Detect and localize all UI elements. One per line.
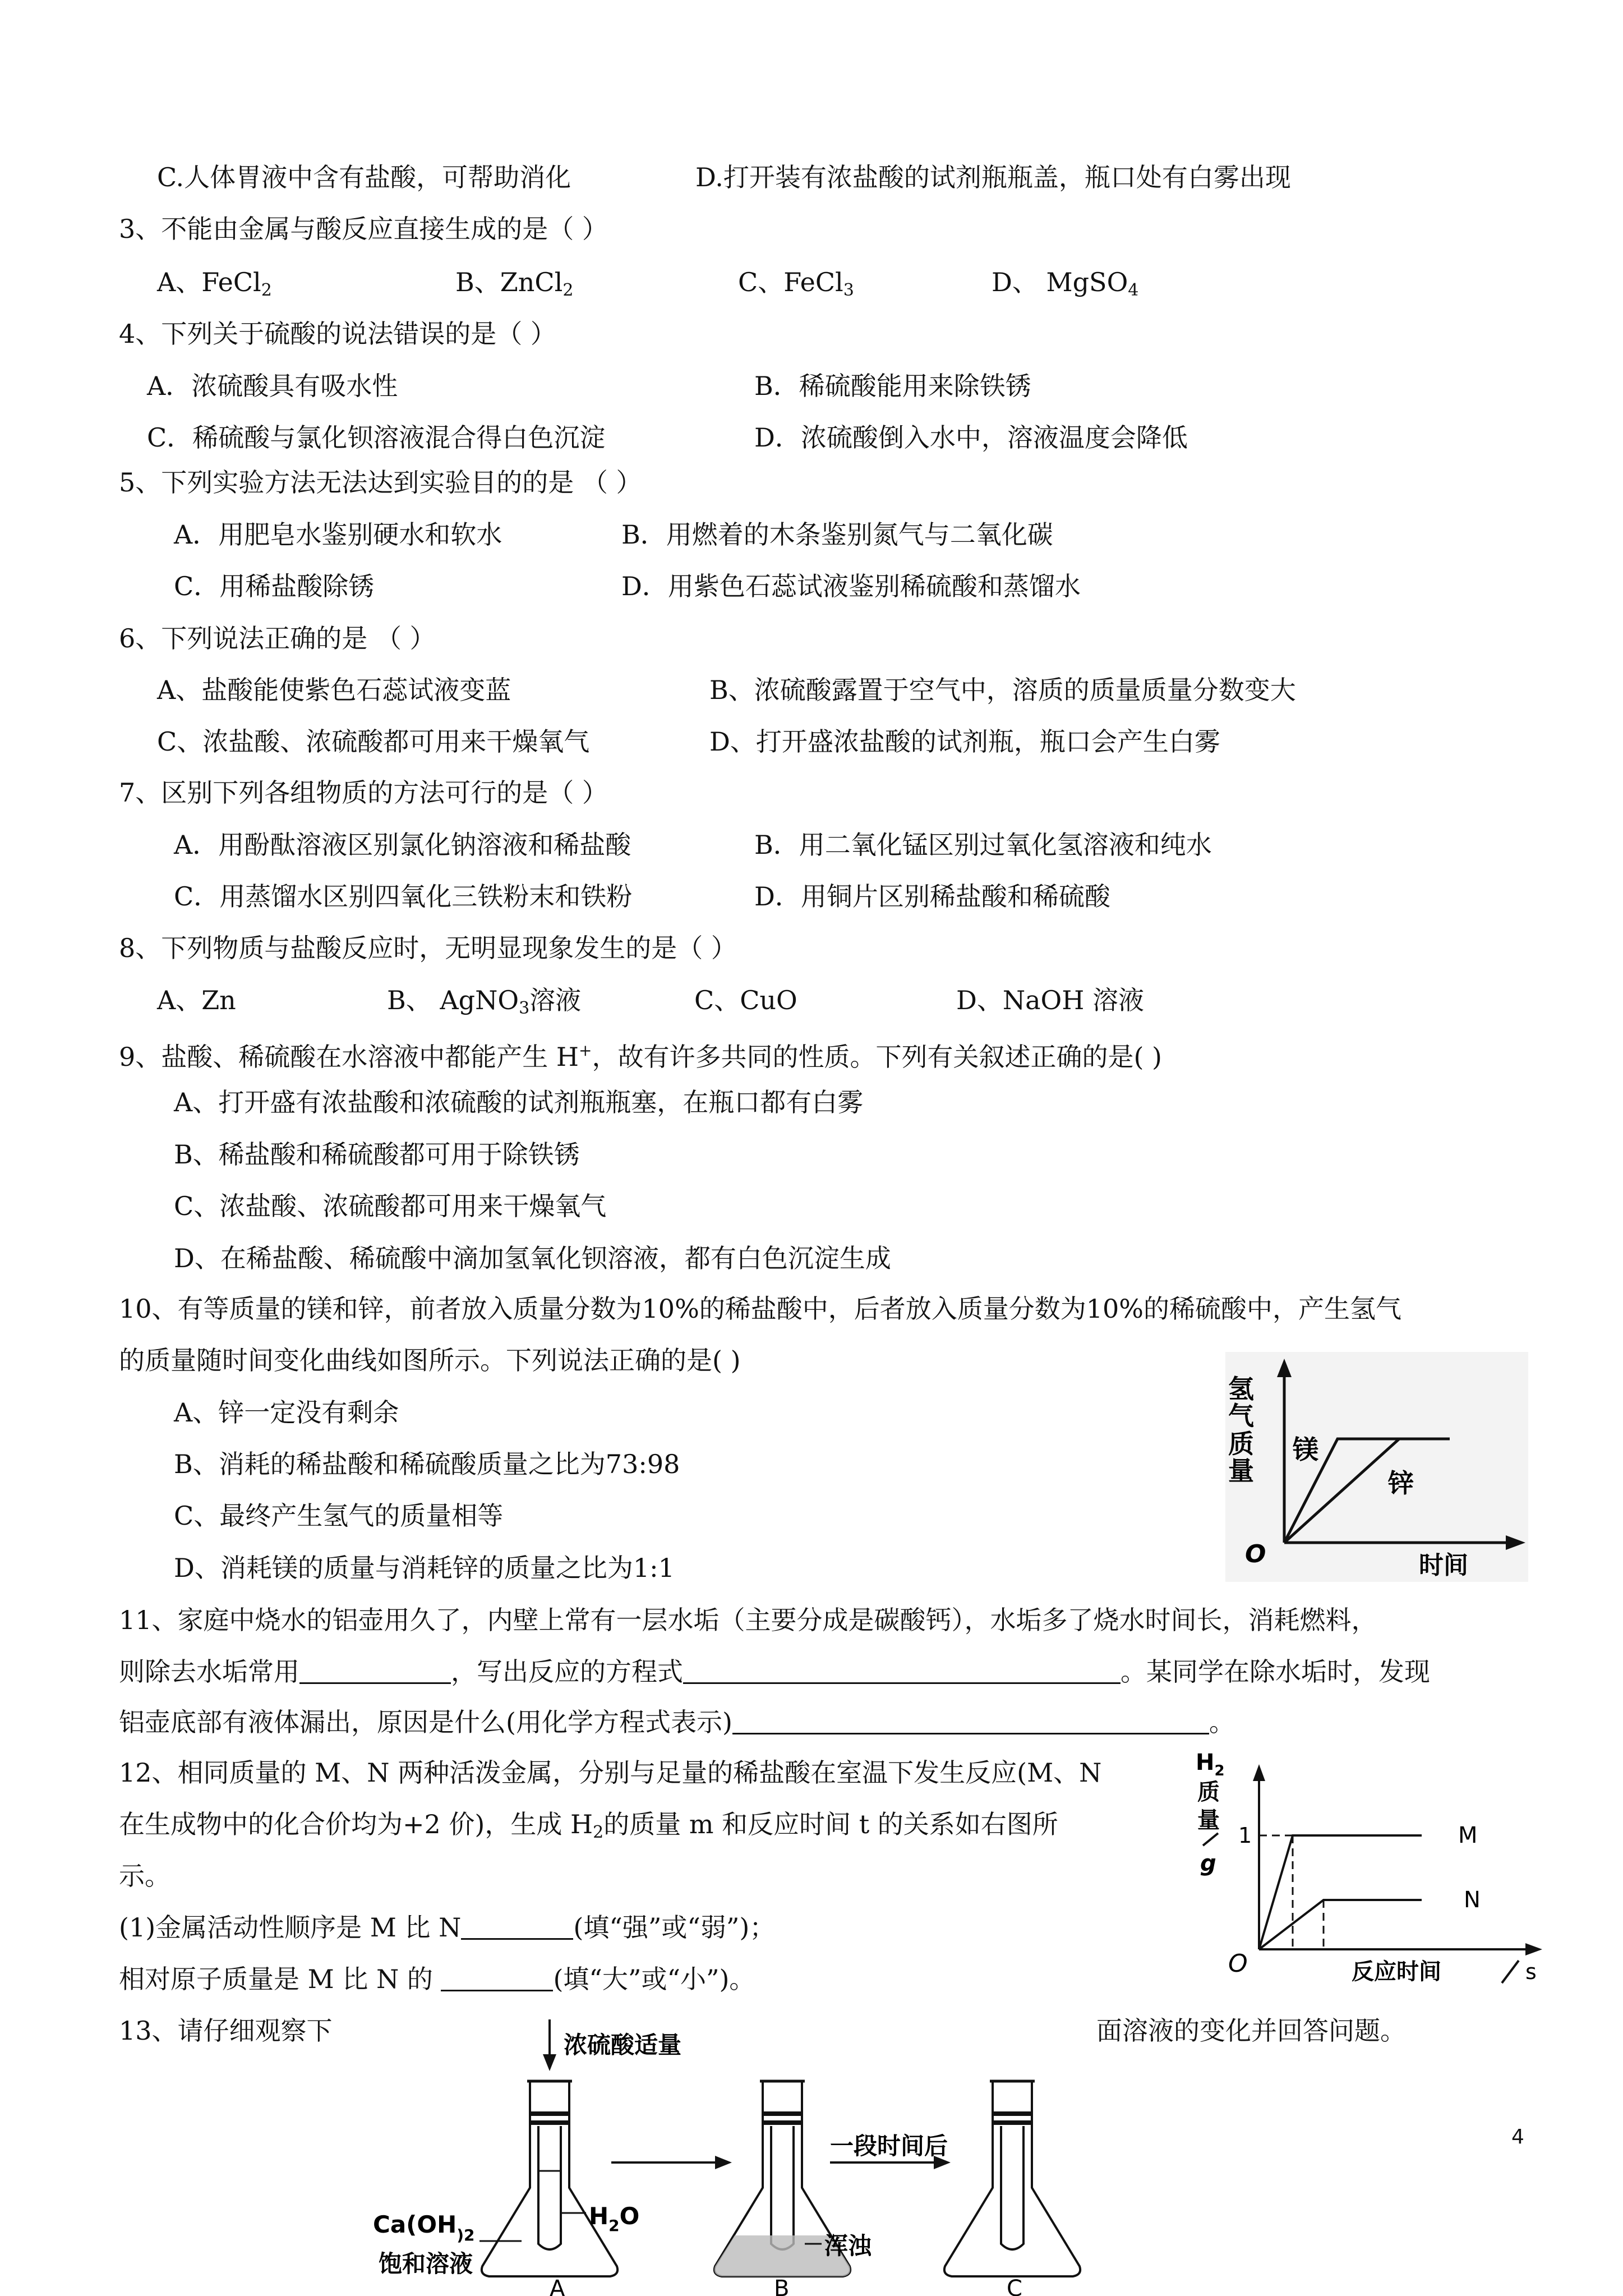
q8-stem: 8、下列物质与盐酸反应时，无明显现象发生的是（ ） [119, 933, 737, 963]
y-tick-1: 1 [1238, 1823, 1252, 1848]
q10-option-d: D、消耗镁的质量与消耗锌的质量之比为1:1 [174, 1553, 675, 1583]
origin-label: O [1245, 1540, 1266, 1568]
q12-blank-atomic-mass[interactable] [441, 1965, 553, 1991]
q7-option-a: A．用酚酞溶液区别氯化钠溶液和稀盐酸 [174, 830, 631, 860]
q10-option-c: C、最终产生氢气的质量相等 [174, 1501, 504, 1531]
y-label-char: 质 [1197, 1779, 1220, 1805]
flask-b-label: B [774, 2276, 790, 2296]
q10-option-b: B、消耗的稀盐酸和稀硫酸质量之比为73:98 [174, 1449, 680, 1479]
q7-option-b: B．用二氧化锰区别过氧化氢溶液和纯水 [754, 830, 1212, 860]
q6-stem: 6、下列说法正确的是 （ ） [119, 623, 436, 654]
q10-option-a: A、锌一定没有剩余 [174, 1397, 399, 1428]
q11-blank-equation[interactable] [683, 1658, 1121, 1684]
m-curve [1259, 1835, 1422, 1949]
label-h2o: $H_2O$ [589, 2202, 640, 2235]
q4-option-c: C．稀硫酸与氯化钡溶液混合得白色沉淀 [147, 422, 606, 453]
q12-line1: 12、相同质量的 M、N 两种活泼金属，分别与足量的稀盐酸在室温下发生反应(M、N [119, 1757, 1102, 1788]
q4-stem: 4、下列关于硫酸的说法错误的是（ ） [119, 319, 556, 349]
q12-line5: 相对原子质量是 M 比 N 的 (填“大”或“小”)。 [119, 1964, 755, 1994]
q13-flask-diagram [370, 2019, 1099, 2296]
right-arrow-icon [715, 2156, 732, 2169]
label-saturated: 饱和溶液 [379, 2250, 473, 2277]
q7-option-c: C．用蒸馏水区别四氧化三铁粉末和铁粉 [174, 881, 633, 912]
q8-option-c: C、CuO [694, 985, 797, 1015]
q3-option-d: D、 MgSO$_4$ [992, 267, 1139, 300]
q11-line1: 11、家庭中烧水的铝壶用久了，内壁上常有一层水垢（主要分成是碳酸钙），水垢多了烧水时间长，消耗燃料， [119, 1605, 1377, 1635]
q3-option-b: B、ZnCl$_2$ [455, 267, 574, 300]
q13-stem-b: 面溶液的变化并回答问题。 [1096, 2016, 1406, 2046]
y-label-char: 量 [1228, 1456, 1254, 1486]
time-label: 一段时间后 [830, 2132, 948, 2160]
label-caoh2: $Ca(OH_{)2}$ [373, 2211, 475, 2244]
q9-stem: 9、盐酸、稀硫酸在水溶液中都能产生 H+，故有许多共同的性质。下列有关叙述正确的是( ) [119, 1041, 1162, 1072]
q12-line4: (1)金属活动性顺序是 M 比 N (填“强”或“弱”)； [119, 1912, 776, 1943]
q9-option-c: C、浓盐酸、浓硫酸都可用来干燥氧气 [174, 1191, 607, 1221]
q3-stem: 3、不能由金属与酸反应直接生成的是（ ） [119, 214, 608, 244]
q11-blank-remover[interactable] [299, 1658, 451, 1684]
q8-option-d: D、NaOH 溶液 [956, 985, 1145, 1015]
acid-label: 浓硫酸适量 [564, 2031, 682, 2059]
n-curve [1259, 1900, 1422, 1949]
q7-stem: 7、区别下列各组物质的方法可行的是（ ） [119, 777, 608, 808]
flask-c [944, 2081, 1080, 2276]
q4-option-b: B．稀硫酸能用来除铁锈 [754, 371, 1031, 401]
flask-c-label: C [1007, 2276, 1022, 2296]
q4-option-d: D．浓硫酸倒入水中，溶液温度会降低 [754, 422, 1188, 453]
series-label-zn: 锌 [1388, 1468, 1414, 1498]
q11-line3: 铝壶底部有液体漏出，原因是什么(用化学方程式表示) 。 [119, 1707, 1235, 1737]
x-axis-label: 反应时间 [1352, 1959, 1441, 1985]
y-label-char: 气 [1228, 1401, 1254, 1431]
x-unit-label: s [1525, 1959, 1537, 1984]
q10-stem-line1: 10、有等质量的镁和锌，前者放入质量分数为10%的稀盐酸中，后者放入质量分数为10%的稀硫酸中，产生氢气 [119, 1294, 1402, 1324]
q13-stem-a: 13、请仔细观察下 [119, 2016, 333, 2046]
series-label-n: N [1464, 1887, 1481, 1913]
q12-line2: 在生成物中的化合价均为+2 价)，生成 $H_2$的质量 m 和反应时间 t 的关系如右图所 [119, 1809, 1058, 1842]
q9-option-a: A、打开盛有浓盐酸和浓硫酸的试剂瓶瓶塞，在瓶口都有白雾 [174, 1087, 864, 1117]
q12-graph [1183, 1745, 1565, 1986]
down-arrow-icon [543, 2054, 556, 2071]
q8-option-b: B、 AgNO$_3$溶液 [387, 985, 582, 1018]
q12-blank-activity[interactable] [461, 1913, 573, 1940]
q8-option-a: A、Zn [157, 985, 236, 1015]
q5-stem: 5、下列实验方法无法达到实验目的的是 （ ） [119, 467, 642, 498]
q6-option-d: D、打开盛浓盐酸的试剂瓶，瓶口会产生白雾 [709, 726, 1220, 757]
y-label-char: 量 [1197, 1807, 1220, 1833]
q7-option-d: D．用铜片区别稀盐酸和稀硫酸 [754, 881, 1110, 912]
q3-option-c: C、FeCl$_3$ [738, 267, 854, 300]
y-label-char: 氢 [1228, 1374, 1254, 1404]
q5-option-c: C．用稀盐酸除锈 [174, 571, 375, 601]
q6-option-b: B、浓硫酸露置于空气中，溶质的质量质量分数变大 [709, 675, 1296, 705]
x-axis-arrow-icon [1525, 1943, 1542, 1955]
q6-option-c: C、浓盐酸、浓硫酸都可用来干燥氧气 [157, 726, 590, 757]
series-label-m: M [1458, 1823, 1478, 1848]
q6-option-a: A、盐酸能使紫色石蕊试液变蓝 [157, 675, 511, 705]
q4-option-a: A．浓硫酸具有吸水性 [147, 371, 398, 401]
q12-line3: 示。 [119, 1861, 170, 1891]
q5-option-b: B．用燃着的木条鉴别氮气与二氧化碳 [621, 519, 1053, 550]
q5-option-a: A．用肥皂水鉴别硬水和软水 [174, 519, 502, 550]
x-axis-label: 时间 [1419, 1551, 1468, 1580]
y-unit-label: g [1200, 1851, 1216, 1876]
y-label-h2: $H_2$ [1196, 1750, 1225, 1779]
y-label-char: 质 [1228, 1429, 1254, 1459]
q9-option-d: D、在稀盐酸、稀硫酸中滴加氢氧化钡溶液，都有白色沉淀生成 [174, 1243, 891, 1273]
q11-line2: 则除去水垢常用 ，写出反应的方程式 。某同学在除水垢时，发现 [119, 1657, 1430, 1687]
q11-blank-leak-equation[interactable] [732, 1708, 1209, 1734]
origin-label: O [1228, 1949, 1248, 1978]
q2-option-d: D.打开装有浓盐酸的试剂瓶瓶盖，瓶口处有白雾出现 [695, 162, 1291, 192]
q10-graph [1225, 1352, 1528, 1582]
y-axis-arrow-icon [1253, 1764, 1265, 1781]
q5-option-d: D．用紫色石蕊试液鉴别稀硫酸和蒸馏水 [621, 571, 1081, 601]
flask-a-label: A [550, 2276, 565, 2296]
q9-option-b: B、稀盐酸和稀硫酸都可用于除铁锈 [174, 1139, 580, 1170]
page-number: 4 [1511, 2125, 1524, 2148]
q3-option-a: A、FeCl$_2$ [157, 267, 272, 300]
q10-stem-line2: 的质量随时间变化曲线如图所示。下列说法正确的是( ) [119, 1345, 741, 1375]
label-turbid: 浑浊 [824, 2232, 872, 2260]
q2-option-c: C.人体胃液中含有盐酸，可帮助消化 [157, 162, 571, 192]
series-label-mg: 镁 [1293, 1434, 1318, 1465]
flask-a [482, 2081, 617, 2276]
